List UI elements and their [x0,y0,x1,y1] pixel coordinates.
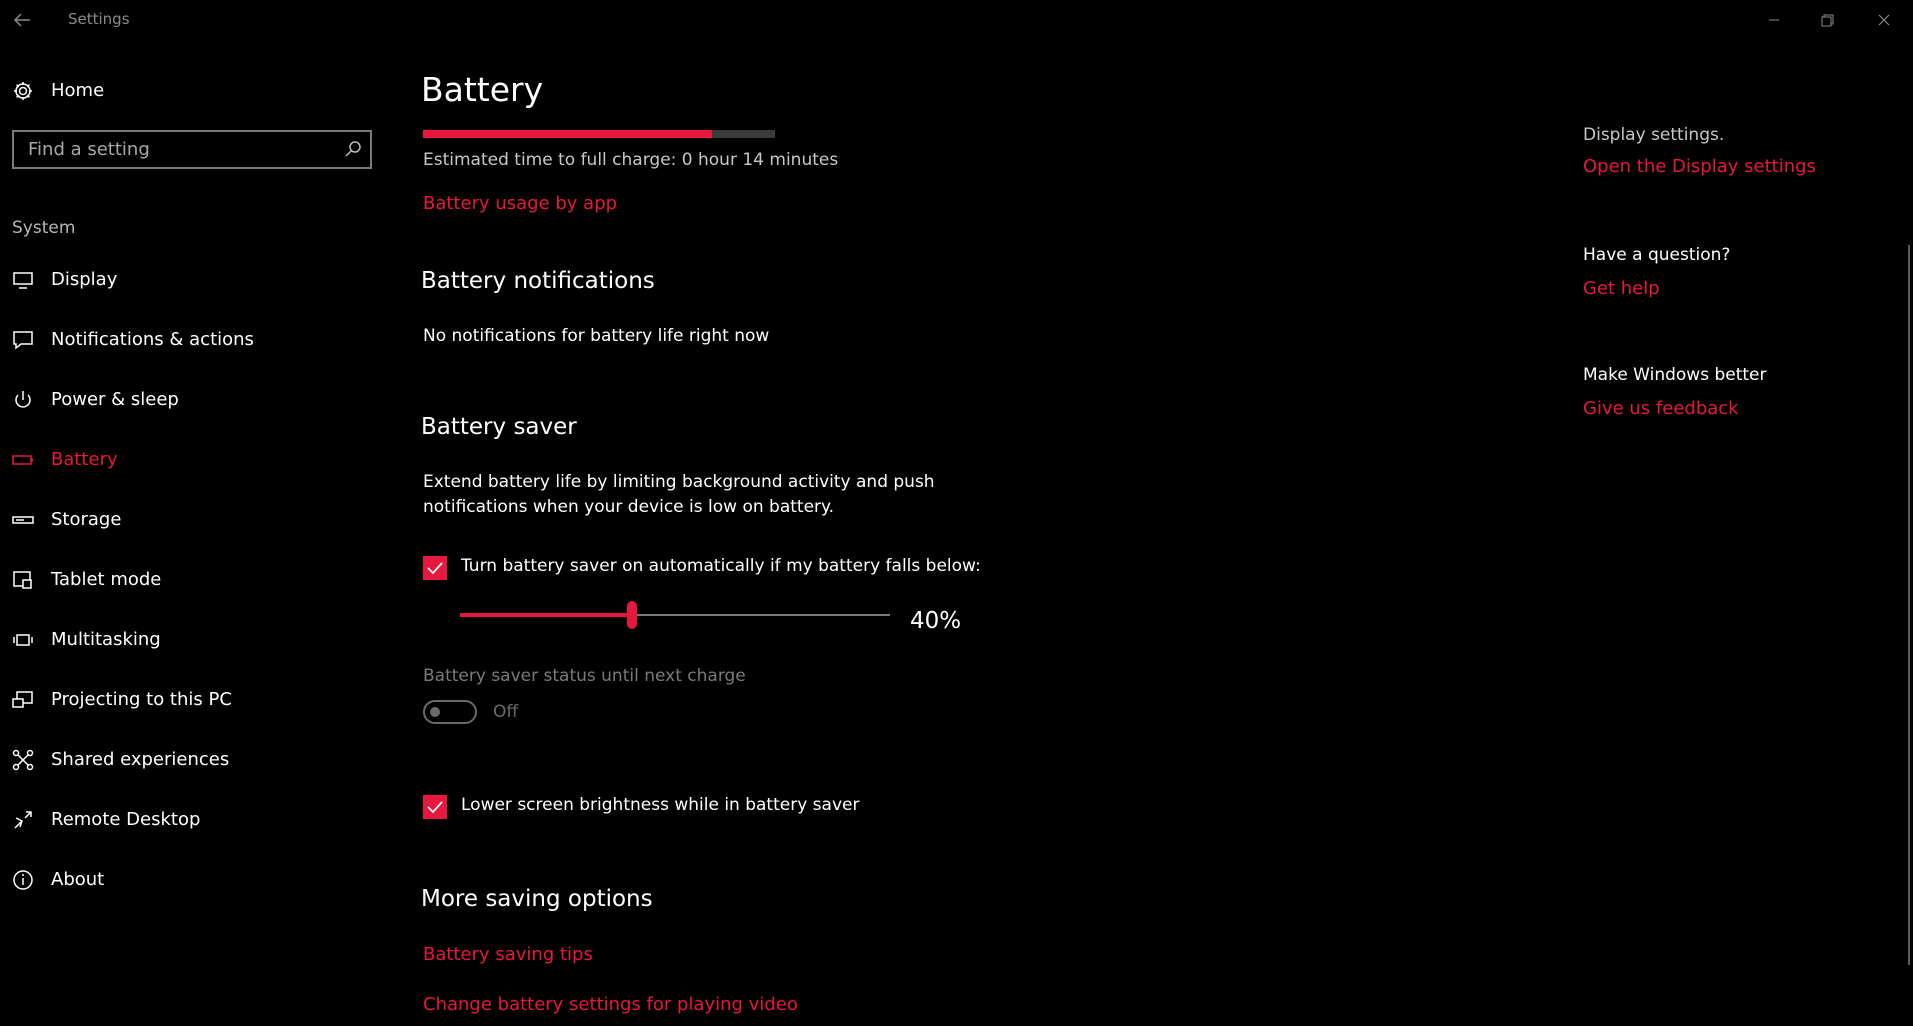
open-display-settings-link[interactable]: Open the Display settings [1583,156,1816,177]
sidebar-item-shared-experiences[interactable] [0,740,380,780]
tablet-mode-icon [12,569,34,591]
close-button[interactable] [1870,6,1898,34]
saver-status-toggle[interactable] [423,700,477,724]
sidebar-item-tablet-mode[interactable] [0,560,380,600]
sidebar-item-display[interactable] [0,260,380,300]
threshold-value: 40% [910,608,962,634]
auto-saver-checkbox-row[interactable] [423,554,1023,582]
battery-notifications-text: No notifications for battery life right now [423,326,770,346]
saver-status-label: Battery saver status until next charge [423,666,746,686]
auto-saver-checkbox[interactable] [423,556,447,580]
get-help-link[interactable]: Get help [1583,278,1660,299]
battery-saver-description: Extend battery life by limiting background activity and push notifications when your device is low on battery. [423,472,935,517]
restore-icon [1813,6,1841,34]
auto-saver-label: Turn battery saver on automatically if my battery falls below: [461,556,981,576]
brightness-label: Lower screen brightness while in battery saver [461,795,860,815]
brightness-checkbox[interactable] [423,795,447,819]
sidebar-item-label: About [51,869,105,890]
battery-usage-link[interactable]: Battery usage by app [423,193,618,214]
sidebar-item-label: Remote Desktop [51,809,201,830]
battery-threshold-slider[interactable] [460,600,890,630]
search-box [12,130,372,169]
shared-experiences-icon [12,749,34,771]
sidebar-item-about[interactable] [0,860,380,900]
estimated-charge-time: Estimated time to full charge: 0 hour 14 minutes [423,150,839,170]
battery-saving-tips-link[interactable]: Battery saving tips [423,944,593,965]
remote-desktop-icon [12,809,34,831]
checkmark-icon [423,795,447,819]
sidebar-item-power-sleep[interactable] [0,380,380,420]
sidebar-item-home[interactable] [0,76,380,108]
search-icon[interactable] [344,140,362,158]
main-content [420,60,1520,1026]
sidebar-item-label: Shared experiences [51,749,230,770]
projecting-icon [12,689,34,711]
sidebar-item-battery[interactable] [0,440,380,480]
display-settings-text: Display settings. [1583,125,1725,145]
feedback-heading: Make Windows better [1583,365,1767,385]
power-icon [12,389,34,411]
home-label: Home [51,80,105,101]
sidebar-item-label: Display [51,269,118,290]
sidebar-item-notifications[interactable] [0,320,380,360]
gear-icon [12,80,34,102]
page-title: Battery [421,70,544,109]
sidebar-item-projecting[interactable] [0,680,380,720]
sidebar-item-label: Multitasking [51,629,161,650]
sidebar-item-multitasking[interactable] [0,620,380,660]
slider-thumb[interactable] [627,601,637,629]
multitasking-icon [12,629,34,651]
sidebar-item-storage[interactable] [0,500,380,540]
sidebar [0,60,390,1020]
slider-fill [460,613,632,617]
sidebar-item-label: Notifications & actions [51,329,254,350]
sidebar-item-label: Battery [51,449,118,470]
give-feedback-link[interactable]: Give us feedback [1583,398,1739,419]
minimize-icon [1760,6,1788,34]
checkmark-icon [423,556,447,580]
display-icon [12,269,34,291]
back-arrow-icon [10,8,34,32]
battery-saver-heading: Battery saver [421,414,577,440]
app-title: Settings [68,10,130,28]
charge-progress-bar [423,130,775,138]
storage-icon [12,509,34,531]
title-bar [0,0,1913,40]
saver-status-toggle-label: Off [493,702,519,722]
back-button[interactable] [10,8,34,32]
toggle-knob [430,707,440,717]
restore-button[interactable] [1813,6,1841,34]
sidebar-item-label: Projecting to this PC [51,689,232,710]
sidebar-item-label: Power & sleep [51,389,179,410]
minimize-button[interactable] [1760,6,1788,34]
battery-notifications-heading: Battery notifications [421,268,655,294]
about-icon [12,869,34,891]
section-label-system: System [12,218,76,238]
brightness-checkbox-row[interactable] [423,793,923,821]
search-input[interactable] [14,132,324,167]
close-icon [1870,6,1898,34]
scrollbar[interactable] [1908,245,1910,965]
battery-icon [12,449,34,471]
question-heading: Have a question? [1583,245,1731,265]
notifications-icon [12,329,34,351]
battery-video-settings-link[interactable]: Change battery settings for playing video [423,994,798,1015]
sidebar-item-label: Storage [51,509,122,530]
sidebar-item-remote-desktop[interactable] [0,800,380,840]
charge-progress-fill [423,130,712,138]
more-saving-options-heading: More saving options [421,886,653,912]
sidebar-item-label: Tablet mode [51,569,162,590]
